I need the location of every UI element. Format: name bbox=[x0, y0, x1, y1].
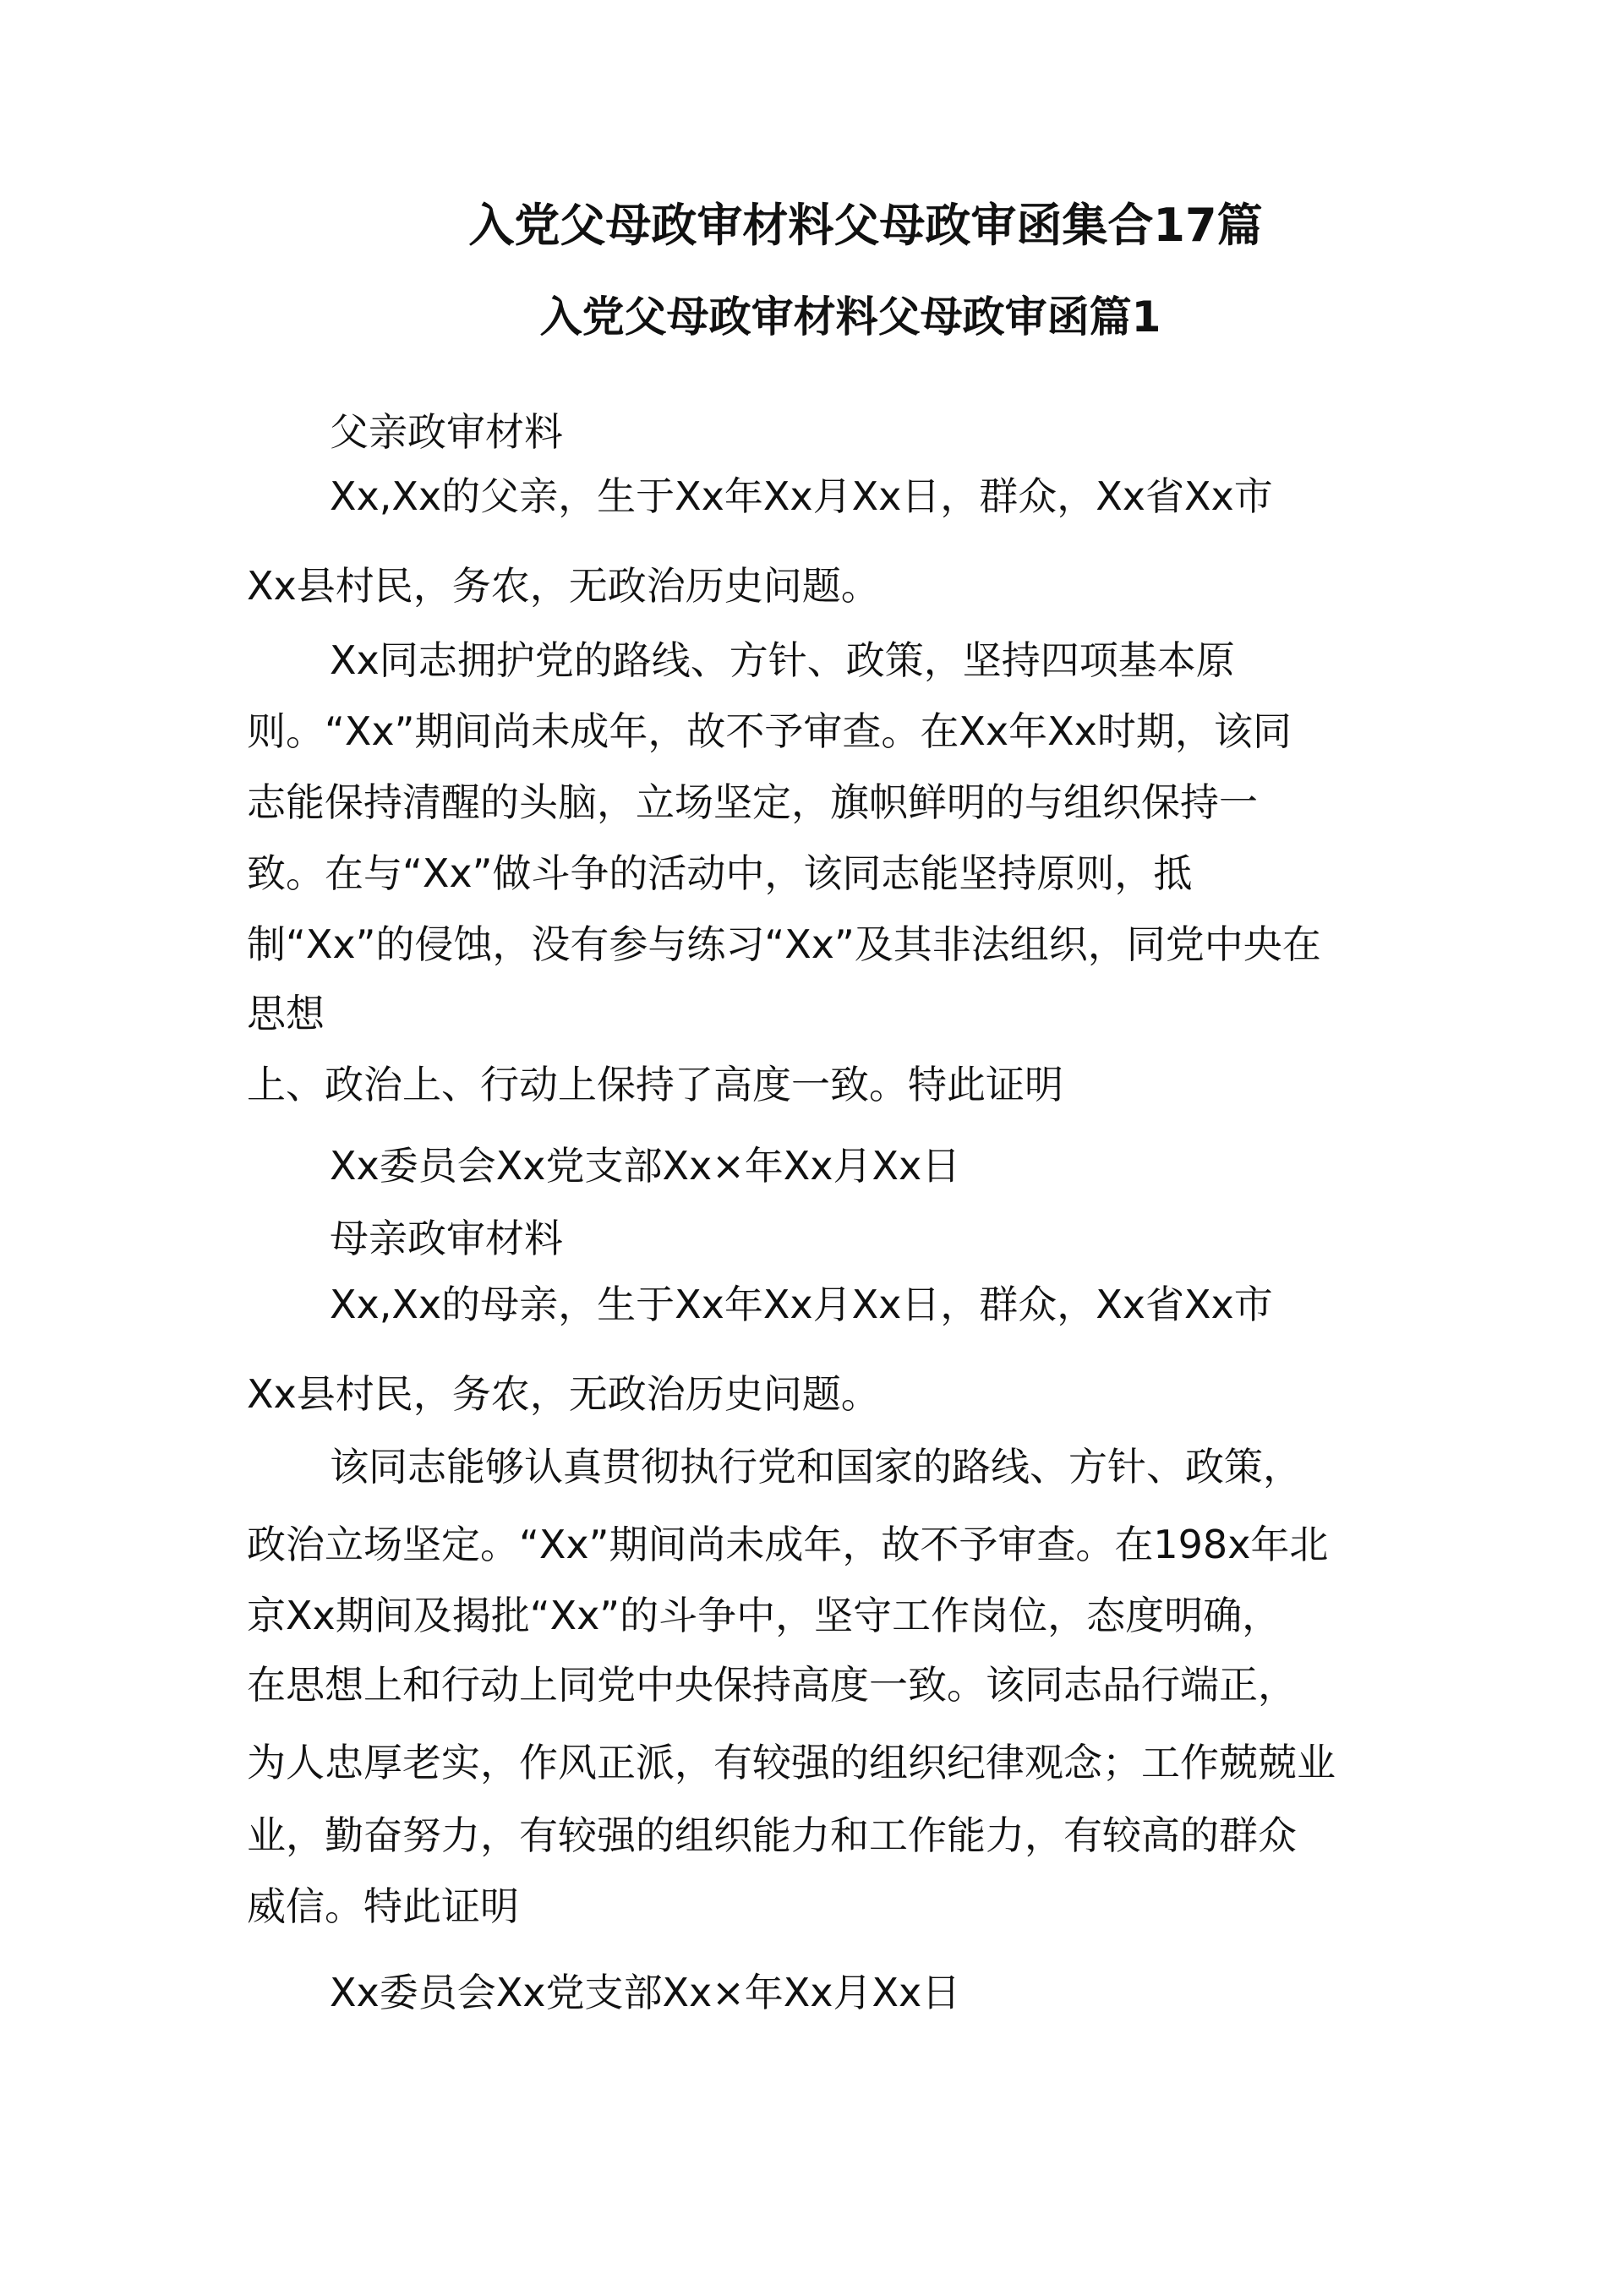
paragraph-line: Xx,Xx的父亲，生于Xx年Xx月Xx日，群众，Xx省Xx市 bbox=[330, 473, 1273, 519]
paragraph-line: Xx同志拥护党的路线、方针、政策，坚持四项基本原 bbox=[330, 637, 1235, 683]
paragraph-line: 政治立场坚定。“Xx”期间尚未成年，故不予审查。在198x年北 bbox=[247, 1522, 1329, 1567]
section-title: 入党父母政审材料父母政审函篇1 bbox=[539, 292, 1161, 342]
paragraph-line: Xx,Xx的母亲，生于Xx年Xx月Xx日，群众，Xx省Xx市 bbox=[330, 1282, 1273, 1327]
paragraph-line: 该同志能够认真贯彻执行党和国家的路线、方针、政策， bbox=[330, 1444, 1302, 1490]
paragraph-line: 在思想上和行动上同党中央保持高度一致。该同志品行端正， bbox=[247, 1662, 1297, 1708]
paragraph-line: 上、政治上、行动上保持了高度一致。特此证明 bbox=[247, 1062, 1063, 1107]
paragraph-line: 为人忠厚老实，作风正派，有较强的组织纪律观念；工作兢兢业 bbox=[247, 1740, 1336, 1785]
paragraph-line: Xx县村民，务农，无政治历史问题。 bbox=[247, 563, 880, 609]
paragraph-line: 母亲政审材料 bbox=[330, 1216, 563, 1261]
paragraph-line: 则。“Xx”期间尚未成年，故不予审查。在Xx年Xx时期，该同 bbox=[247, 708, 1292, 754]
paragraph-line: 父亲政审材料 bbox=[330, 409, 563, 455]
paragraph-line: 制“Xx”的侵蚀，没有参与练习“Xx”及其非法组织，同党中央在 bbox=[247, 921, 1321, 967]
paragraph-line: 致。在与“Xx”做斗争的活动中，该同志能坚持原则，抵 bbox=[247, 850, 1193, 896]
paragraph-line: 威信。特此证明 bbox=[247, 1883, 519, 1929]
signature-line: Xx委员会Xx党支部Xx×年Xx月Xx日 bbox=[330, 1143, 961, 1189]
paragraph-line: 思想 bbox=[247, 991, 325, 1036]
paragraph-line: 业，勤奋努力，有较强的组织能力和工作能力，有较高的群众 bbox=[247, 1812, 1297, 1858]
paragraph-line: 京Xx期间及揭批“Xx”的斗争中，坚守工作岗位，态度明确， bbox=[247, 1593, 1281, 1638]
paragraph-line: Xx县村民，务农，无政治历史问题。 bbox=[247, 1371, 880, 1417]
signature-line: Xx委员会Xx党支部Xx×年Xx月Xx日 bbox=[330, 1970, 961, 2015]
document-title: 入党父母政审材料父母政审函集合17篇 bbox=[468, 199, 1263, 252]
paragraph-line: 志能保持清醒的头脑，立场坚定，旗帜鲜明的与组织保持一 bbox=[247, 779, 1258, 825]
